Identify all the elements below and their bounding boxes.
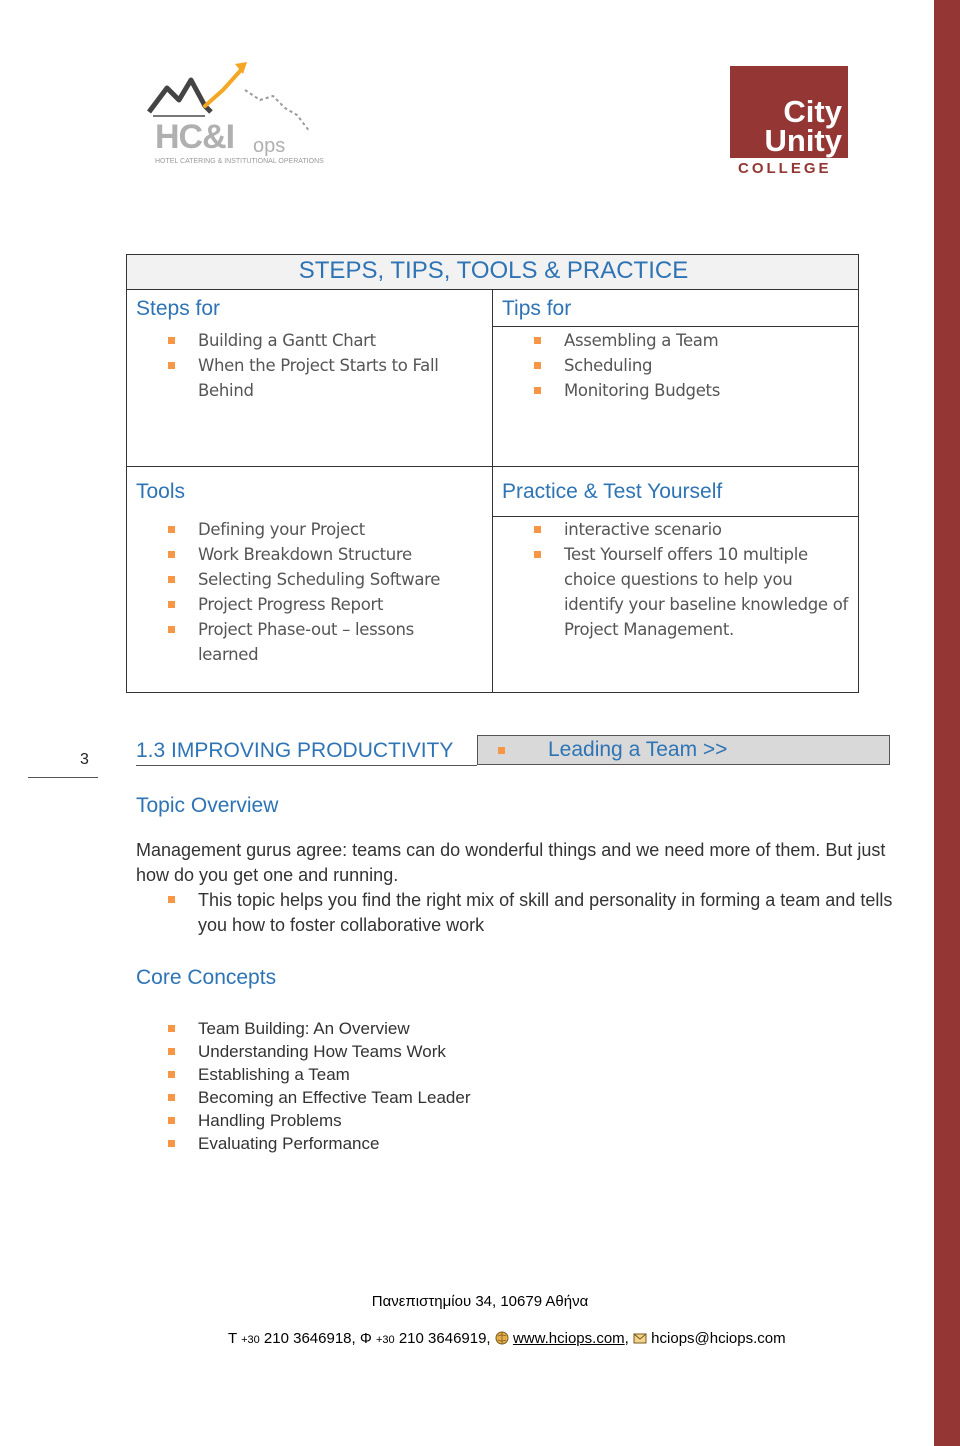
bullet-icon bbox=[168, 626, 175, 633]
bullet-icon bbox=[168, 337, 175, 344]
core-concepts-heading: Core Concepts bbox=[136, 966, 277, 989]
list-item: When the Project Starts to Fall Behind bbox=[126, 353, 486, 403]
bullet-icon bbox=[168, 1094, 175, 1101]
list-item: Test Yourself offers 10 multiple choice questions to help you identify your baseline knowledge of Project Management. bbox=[492, 542, 852, 642]
mail-icon bbox=[633, 1331, 647, 1345]
bullet-icon bbox=[534, 551, 541, 558]
city-unity-logo bbox=[730, 66, 848, 176]
hci-ops-text: ops bbox=[253, 135, 286, 157]
practice-heading: Practice & Test Yourself bbox=[502, 480, 723, 503]
fax-prefix: +30 bbox=[376, 1334, 395, 1346]
bullet-icon bbox=[168, 601, 175, 608]
bullet-icon bbox=[168, 576, 175, 583]
phone-number: 210 3646918, bbox=[263, 1330, 356, 1347]
bullet-icon bbox=[534, 526, 541, 533]
bullet-icon bbox=[168, 1025, 175, 1032]
right-margin-bar bbox=[934, 0, 960, 1446]
bullet-icon bbox=[168, 1117, 175, 1124]
tools-heading: Tools bbox=[136, 480, 186, 503]
list-item: Project Phase-out – lessons learned bbox=[126, 617, 471, 667]
list-item: Work Breakdown Structure bbox=[126, 542, 471, 567]
list-item: interactive scenario bbox=[492, 517, 852, 542]
bullet-icon bbox=[498, 747, 505, 754]
bullet-icon bbox=[168, 526, 175, 533]
fax-number: 210 3646919, bbox=[398, 1330, 491, 1347]
page-number: 3 bbox=[80, 751, 89, 768]
footer-address: Πανεπιστημίου 34, 10679 Αθήνα bbox=[371, 1293, 589, 1310]
tips-heading: Tips for bbox=[502, 297, 572, 320]
hci-brand-text: HC&I bbox=[155, 118, 235, 156]
footer-contacts: T +30 210 3646918, Φ +30 210 3646919, www.hciops.com, hciops@hciops.com bbox=[228, 1330, 786, 1347]
practice-list bbox=[492, 517, 852, 642]
next-topic-link[interactable] bbox=[477, 735, 890, 765]
list-item: This topic helps you find the right mix of skill and personality in forming a team and tells you how to foster collaborative work bbox=[126, 888, 906, 938]
list-item: Project Progress Report bbox=[126, 592, 471, 617]
email-address[interactable]: hciops@hciops.com bbox=[651, 1330, 786, 1347]
hci-tagline: HOTEL CATERING & INSTITUTIONAL OPERATIONS bbox=[155, 158, 324, 165]
city-unity-logo-box bbox=[730, 66, 848, 158]
steps-list bbox=[126, 328, 486, 403]
list-item: Scheduling bbox=[492, 353, 852, 378]
topic-overview-paragraph: Management gurus agree: teams can do wonderful things and we need more of them. But just how do you get one and running. bbox=[136, 840, 886, 885]
steps-heading: Steps for bbox=[136, 297, 221, 320]
list-item: Defining your Project bbox=[126, 517, 471, 542]
list-item: Assembling a Team bbox=[492, 328, 852, 353]
list-item: Selecting Scheduling Software bbox=[126, 567, 471, 592]
page-number-rule bbox=[28, 777, 98, 778]
list-item: Becoming an Effective Team Leader bbox=[126, 1086, 626, 1109]
globe-icon bbox=[495, 1331, 509, 1345]
list-item: Understanding How Teams Work bbox=[126, 1040, 626, 1063]
section-title-underline bbox=[136, 765, 477, 766]
list-item: Evaluating Performance bbox=[126, 1132, 626, 1155]
tips-list bbox=[492, 328, 852, 403]
website-link[interactable]: www.hciops.com bbox=[512, 1330, 625, 1347]
college-word: COLLEGE bbox=[738, 160, 832, 177]
next-topic-label: Leading a Team >> bbox=[548, 738, 728, 761]
bullet-icon bbox=[534, 362, 541, 369]
bullet-icon bbox=[534, 337, 541, 344]
core-concepts-list bbox=[126, 1017, 626, 1155]
bullet-icon bbox=[534, 387, 541, 394]
bullet-icon bbox=[168, 1071, 175, 1078]
section-title: 1.3 IMPROVING PRODUCTIVITY bbox=[136, 739, 454, 762]
fax-label: Φ bbox=[359, 1330, 372, 1347]
tools-list bbox=[126, 517, 471, 667]
bullet-icon bbox=[168, 1140, 175, 1147]
topic-overview-list bbox=[126, 888, 906, 938]
topic-overview-heading: Topic Overview bbox=[136, 794, 279, 817]
bullet-icon bbox=[168, 896, 175, 903]
phone-label: T bbox=[228, 1330, 237, 1347]
bullet-icon bbox=[168, 551, 175, 558]
phone-prefix: +30 bbox=[241, 1334, 260, 1346]
bullet-icon bbox=[168, 1048, 175, 1055]
city-word: City bbox=[783, 94, 842, 129]
table-title: STEPS, TIPS, TOOLS & PRACTICE bbox=[298, 257, 689, 284]
unity-word: Unity bbox=[764, 123, 842, 158]
bullet-icon bbox=[168, 362, 175, 369]
hci-ops-logo bbox=[145, 60, 324, 170]
list-item: Handling Problems bbox=[126, 1109, 626, 1132]
list-item: Team Building: An Overview bbox=[126, 1017, 626, 1040]
list-item: Building a Gantt Chart bbox=[126, 328, 486, 353]
list-item: Establishing a Team bbox=[126, 1063, 626, 1086]
list-item: Monitoring Budgets bbox=[492, 378, 852, 403]
